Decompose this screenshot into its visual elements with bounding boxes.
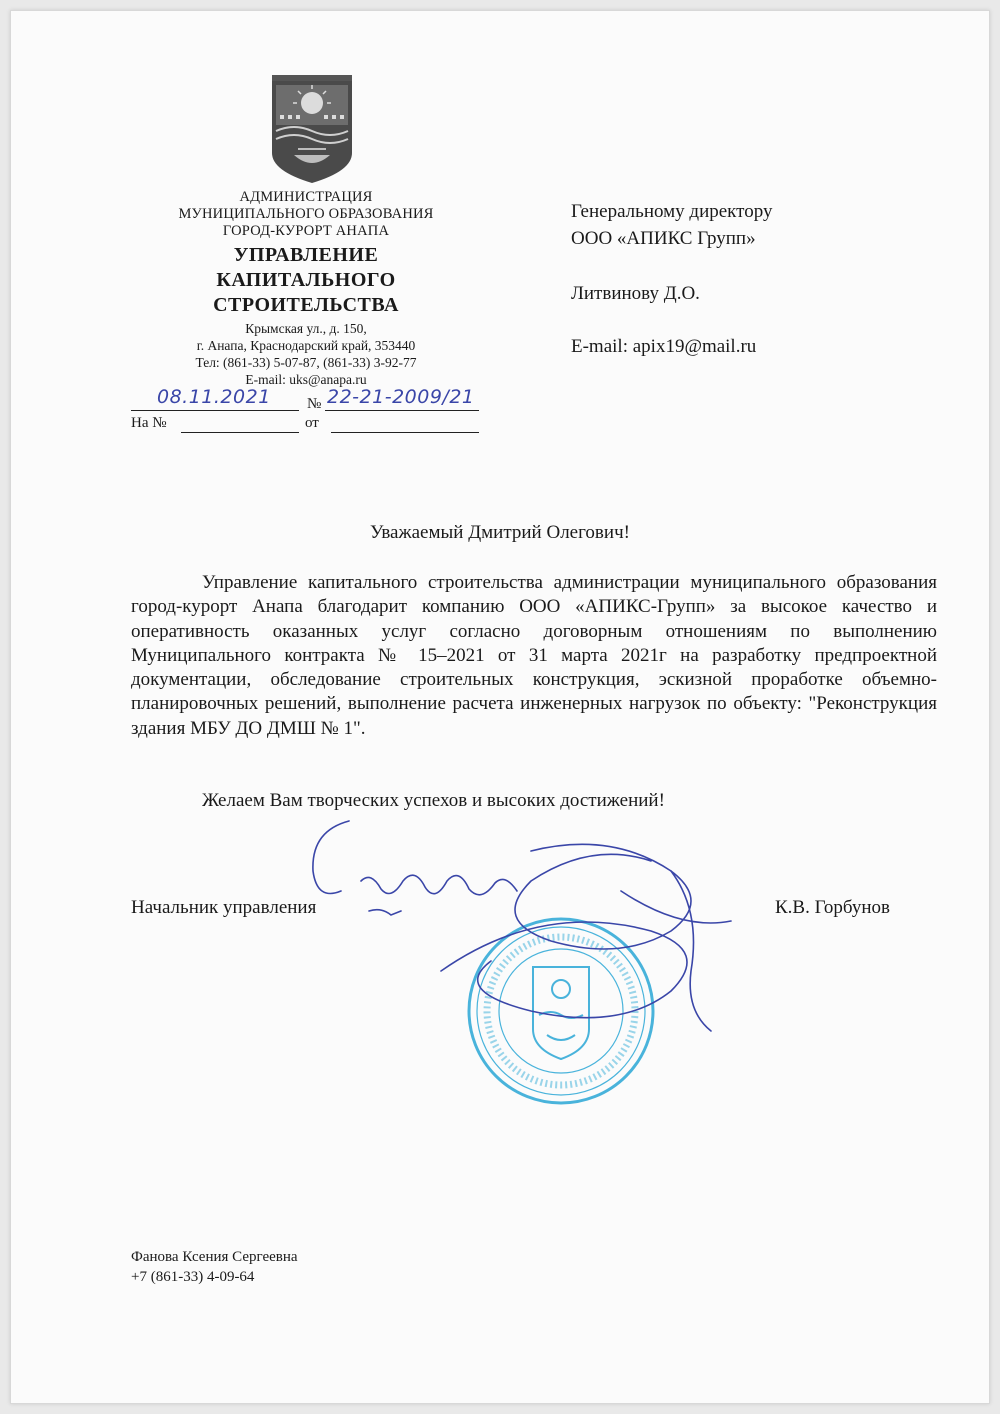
- department-line-2: КАПИТАЛЬНОГО: [216, 269, 396, 291]
- address-line-2: г. Анапа, Краснодарский край, 353440: [196, 338, 416, 353]
- letterhead-line-3: ГОРОД-КУРОРТ АНАПА: [222, 223, 390, 239]
- executor-name: Фанова Ксения Сергеевна: [131, 1249, 298, 1265]
- signer-position: Начальник управления: [131, 897, 317, 918]
- address-line-1: Крымская ул., д. 150,: [245, 321, 367, 336]
- phone-line: Тел: (861-33) 5-07-87, (861-33) 3-92-77: [195, 355, 417, 370]
- outgoing-number: 22-21-2009/21: [327, 386, 475, 408]
- executor-phone: +7 (861-33) 4-09-64: [131, 1269, 255, 1285]
- ref-line: [181, 432, 299, 433]
- recipient-email: E-mail: apix19@mail.ru: [571, 336, 757, 357]
- letter-body: Управление капитального строительства администрации муниципального образования город-курорт Анапа благодарит компанию ООО «АПИКС-Групп» за высокое качество и оперативность оказанных услуг согласно договорным отношениям по выполнению Муниципального контракта № 15–2021 от 31 марта 2021г на разработку предпроектной документации, обследование строительных конструкция, эскизной проработке объемно-планировочных решений, выполнение расчета инженерных нагрузок по объекту: "Реконструкция здания МБУ ДО ДМШ № 1".: [131, 572, 937, 739]
- department-line-3: СТРОИТЕЛЬСТВА: [213, 294, 399, 316]
- handwritten-signature: [291, 811, 791, 1051]
- letterhead-line-2: МУНИЦИПАЛЬНОГО ОБРАЗОВАНИЯ: [178, 206, 434, 222]
- outgoing-date: 08.11.2021: [157, 386, 271, 408]
- letter-page: [10, 10, 990, 1404]
- ref-label: На №: [131, 415, 167, 431]
- number-line: [325, 410, 479, 411]
- recipient-position: Генеральному директору: [571, 201, 773, 222]
- number-label: №: [307, 396, 322, 412]
- greeting: Уважаемый Дмитрий Олегович!: [370, 522, 630, 543]
- email-line: E-mail: uks@anapa.ru: [245, 372, 367, 387]
- closing-wish: Желаем Вам творческих успехов и высоких достижений!: [202, 790, 665, 811]
- date-line: [131, 410, 299, 411]
- recipient-company: ООО «АПИКС Групп»: [571, 228, 756, 249]
- from-line: [331, 432, 479, 433]
- recipient-name: Литвинову Д.О.: [571, 283, 700, 304]
- signer-name: К.В. Горбунов: [775, 897, 890, 918]
- coat-of-arms-icon: [268, 75, 356, 185]
- from-label: от: [305, 415, 319, 431]
- letterhead-line-1: АДМИНИСТРАЦИЯ: [239, 189, 373, 205]
- department-line-1: УПРАВЛЕНИЕ: [233, 244, 379, 266]
